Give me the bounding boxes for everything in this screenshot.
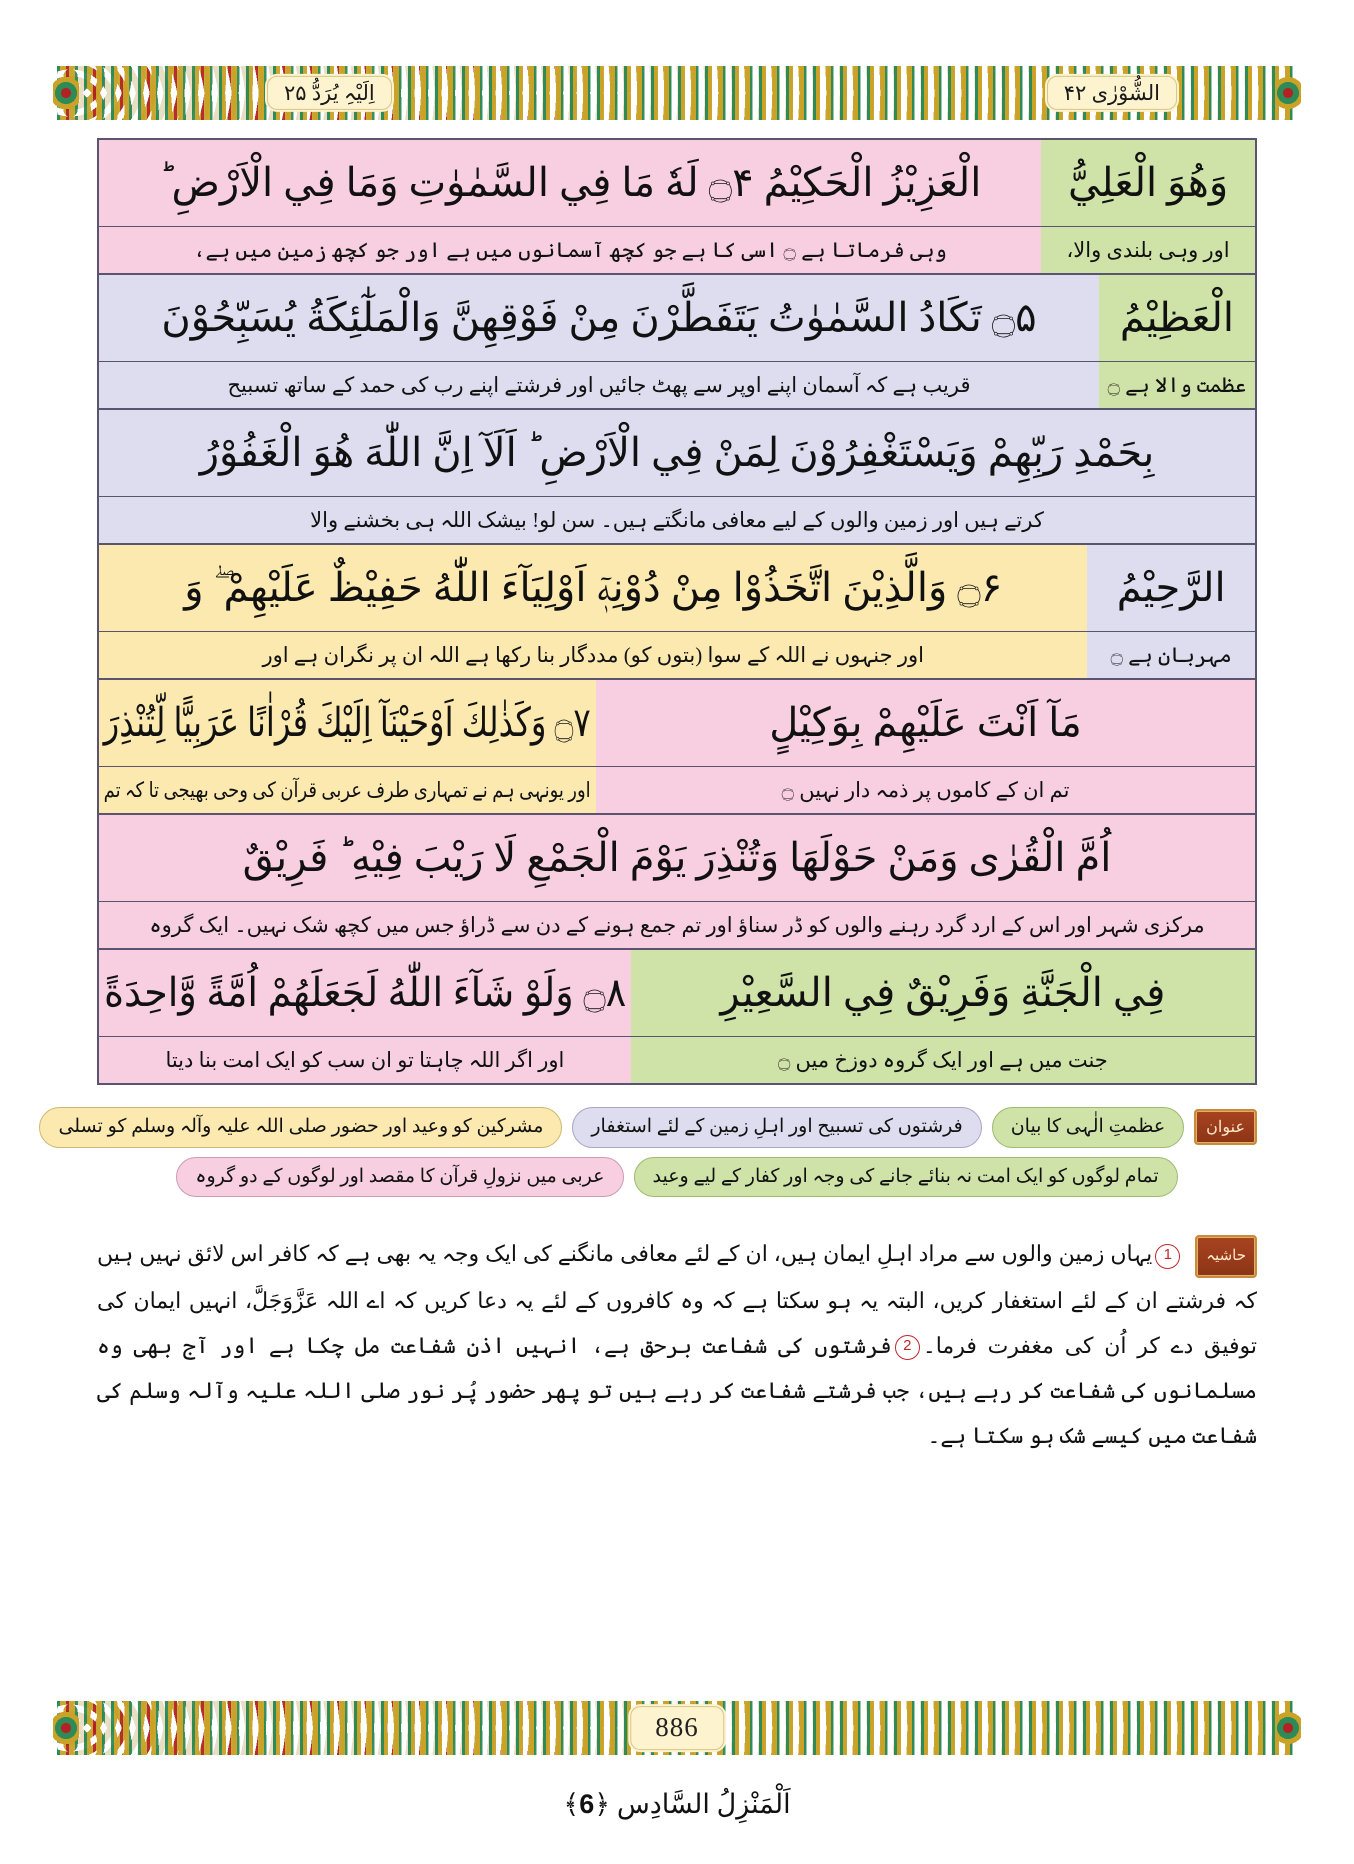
ayah-text: ۝۸ وَلَوْ شَآءَ اللّٰهُ لَجَعَلَهُمْ اُمَّةً وَّاحِدَةً xyxy=(103,970,627,1015)
ayah-row xyxy=(99,140,1255,227)
footnotes-section xyxy=(97,1231,1257,1458)
ayah-text: ۝۷ وَكَذٰلِكَ اَوْحَيْنَآ اِلَيْكَ قُرْاٰنًا عَرَبِيًّا لِّتُنْذِرَ xyxy=(103,700,592,745)
heading-pill: فرشتوں کی تسبیح اور اہلِ زمین کے لئے استغفار xyxy=(572,1107,981,1148)
translation-segment xyxy=(99,362,1099,408)
ornament-cap-left-footer xyxy=(53,1710,79,1746)
ayah-row xyxy=(99,545,1255,632)
ayah-segment xyxy=(99,140,1041,226)
ayah-segment xyxy=(99,815,1255,901)
translation-segment xyxy=(99,632,1087,678)
ayah-text: الْعَزِيْزُ الْحَكِيْمُ ۝۴ لَهٗ مَا فِي السَّمٰوٰتِ وَمَا فِي الْاَرْضِ ؕ xyxy=(158,160,982,205)
ayah-segment xyxy=(596,680,1255,766)
translation-row xyxy=(99,632,1255,680)
ornament-cap-left xyxy=(53,75,79,111)
manzil-prefix: اَلْمَنْزِلُ السَّادِس ﴿ xyxy=(594,1789,791,1819)
heading-pill: مشرکین کو وعید اور حضور صلی اللہ علیہ وآلہ وسلم کو تسلی xyxy=(39,1107,562,1148)
page-number: 886 xyxy=(630,1706,724,1750)
header-ornament-bar xyxy=(57,62,1297,124)
ayah-text: الْعَظِيْمُ xyxy=(1119,295,1235,340)
translation-segment xyxy=(1087,632,1255,678)
ayah-text: وَهُوَ الْعَلِيُّ xyxy=(1067,160,1229,205)
headings-section xyxy=(58,1107,1257,1197)
translation-segment xyxy=(99,1037,631,1083)
heading-pill: عظمتِ الٰہی کا بیان xyxy=(992,1107,1184,1148)
ayah-text: بِحَمْدِ رَبِّهِمْ وَيَسْتَغْفِرُوْنَ لِمَنْ فِي الْاَرْضِ ؕ اَلَآ اِنَّ اللّٰهَ هُوَ الْغَفُوْرُ xyxy=(199,430,1155,475)
ayah-segment xyxy=(99,950,631,1036)
translation-text: اور یونہی ہم نے تمہاری طرف عربی قرآن کی وحی بھیجی تا کہ تم xyxy=(104,777,592,802)
ayah-row xyxy=(99,275,1255,362)
translation-segment xyxy=(631,1037,1255,1083)
ornament-cap-right-footer xyxy=(1275,1710,1301,1746)
translation-text: جنت میں ہے اور ایک گروہ دوزخ میں ۝ xyxy=(777,1047,1108,1072)
ayah-segment xyxy=(631,950,1255,1036)
translation-text: مہربان ہے ۝ xyxy=(1110,642,1232,667)
translation-text: عظمت والا ہے ۝ xyxy=(1107,372,1247,397)
translation-row xyxy=(99,497,1255,545)
translation-segment xyxy=(99,497,1255,543)
translation-segment xyxy=(1099,362,1255,408)
translation-text: مرکزی شہر اور اس کے ارد گرد رہنے والوں کو ڈر سناؤ اور تم جمع ہونے کے دن سے ڈراؤ جس میں کچھ شک نہیں۔ ایک گروہ xyxy=(149,912,1205,937)
ayah-text: اُمَّ الْقُرٰى وَمَنْ حَوْلَهَا وَتُنْذِرَ يَوْمَ الْجَمْعِ لَا رَيْبَ فِيْهِ ؕ فَرِيْقٌ xyxy=(242,835,1112,880)
translation-text: قریب ہے کہ آسمان اپنے اوپر سے پھٹ جائیں اور فرشتے اپنے رب کی حمد کے ساتھ تسبیح xyxy=(227,372,971,397)
surah-name-cartouche: الشُّوْرٰی ۴۲ xyxy=(1047,76,1177,110)
ayah-row xyxy=(99,815,1255,902)
footnote-text-2: فرشتوں کی شفاعت برحق ہے، انہیں اذنِ شفاعت مل چکا ہے اور آج بھی وہ مسلمانوں کی شفاعت کر رہے ہیں، جب فرشتے شفاعت کر رہے ہیں تو پھر حضور پُر نور صلی اللہ علیہ وآلہ وسلم کی شفاعت میں کیسے شک ہو سکتا ہے۔ xyxy=(97,1332,1258,1448)
unwan-badge: عنوان xyxy=(1194,1109,1257,1145)
headings-row-1 xyxy=(58,1107,1257,1148)
manzil-number: 6 xyxy=(579,1789,595,1819)
translation-segment xyxy=(99,902,1255,948)
translation-row xyxy=(99,362,1255,410)
ayah-text: ۝۶ وَالَّذِيْنَ اتَّخَذُوْا مِنْ دُوْنِهٖٓ اَوْلِيَآءَ اللّٰهُ حَفِيْظٌ عَلَيْهِمْ ۖ وَ xyxy=(184,565,1003,610)
translation-text: تم ان کے کاموں پر ذمہ دار نہیں ۝ xyxy=(781,777,1070,802)
verse-block xyxy=(97,138,1257,1085)
footnote-paragraph xyxy=(97,1231,1257,1458)
translation-segment xyxy=(99,767,596,813)
para-name-cartouche: اِلَیْہِ یُرَدُّ ۲۵ xyxy=(267,76,392,110)
translation-row xyxy=(99,902,1255,950)
translation-segment xyxy=(1041,227,1255,273)
translation-text: کرتے ہیں اور زمین والوں کے لیے معافی مانگتے ہیں۔ سن لو! بیشک اللہ ہی بخشنے والا xyxy=(310,507,1044,532)
heading-pill: تمام لوگوں کو ایک امت نہ بنائے جانے کی وجہ اور کفار کے لیے وعید xyxy=(634,1157,1178,1198)
ayah-segment xyxy=(1099,275,1255,361)
translation-text: اور جنہوں نے اللہ کے سوا (بتوں کو) مددگار بنا رکھا ہے اللہ ان پر نگران ہے اور xyxy=(262,642,924,667)
translation-row xyxy=(99,1037,1255,1083)
ornament-cap-right xyxy=(1275,75,1301,111)
footnote-marker-1: 1 xyxy=(1155,1244,1180,1269)
ayah-segment xyxy=(1087,545,1255,631)
footer-ornament-bar xyxy=(57,1697,1297,1759)
translation-row xyxy=(99,227,1255,275)
ayah-text: ۝۵ تَكَادُ السَّمٰوٰتُ يَتَفَطَّرْنَ مِنْ فَوْقِهِنَّ وَالْمَلٰٓئِكَةُ يُسَبِّحُوْنَ xyxy=(161,295,1037,340)
ayah-segment xyxy=(99,410,1255,496)
hashiya-badge: حاشیہ xyxy=(1195,1235,1257,1278)
ayah-text: الرَّحِيْمُ xyxy=(1116,565,1226,610)
translation-segment xyxy=(596,767,1255,813)
page-footer xyxy=(0,1697,1354,1820)
ayah-text: فِي الْجَنَّةِ وَفَرِيْقٌ فِي السَّعِيْرِ xyxy=(720,970,1166,1015)
translation-text: اور وہی بلندی والا، xyxy=(1066,237,1230,262)
ayah-text: مَآ اَنْتَ عَلَيْهِمْ بِوَكِيْلٍ xyxy=(769,700,1082,745)
ayah-segment xyxy=(99,545,1087,631)
manzil-label xyxy=(0,1789,1354,1820)
ayah-row xyxy=(99,950,1255,1037)
headings-row-2 xyxy=(97,1157,1257,1198)
translation-segment xyxy=(99,227,1041,273)
translation-text: وہی فرماتا ہے ۝ اسی کا ہے جو کچھ آسمانوں میں ہے اور جو کچھ زمین میں ہے، xyxy=(193,237,947,262)
manzil-suffix: ﴾ xyxy=(563,1789,580,1819)
footnote-text-1: یہاں زمین والوں سے مراد اہلِ ایمان ہیں، ان کے لئے معافی مانگنے کی ایک وجہ یہ بھی ہے کہ کافر اس لائق نہیں ہیں کہ فرشتے ان کے لئے استغفار کریں، البتہ یہ ہو سکتا ہے کہ وہ کافروں کے لئے یہ دعا کریں کہ اے اللہ عَزَّوَجَلَّ، انہیں ایمان کی توفیق دے کر اُن کی مغفرت فرما۔ xyxy=(97,1241,1257,1358)
ayah-row xyxy=(99,410,1255,497)
translation-text: اور اگر اللہ چاہتا تو ان سب کو ایک امت بنا دیتا xyxy=(165,1047,565,1072)
translation-row xyxy=(99,767,1255,815)
footnote-marker-2: 2 xyxy=(895,1335,920,1360)
ayah-segment xyxy=(1041,140,1255,226)
ayah-row xyxy=(99,680,1255,767)
ayah-segment xyxy=(99,275,1099,361)
heading-pill: عربی میں نزولِ قرآن کا مقصد اور لوگوں کے دو گروہ xyxy=(176,1157,623,1198)
ayah-segment xyxy=(99,680,596,766)
